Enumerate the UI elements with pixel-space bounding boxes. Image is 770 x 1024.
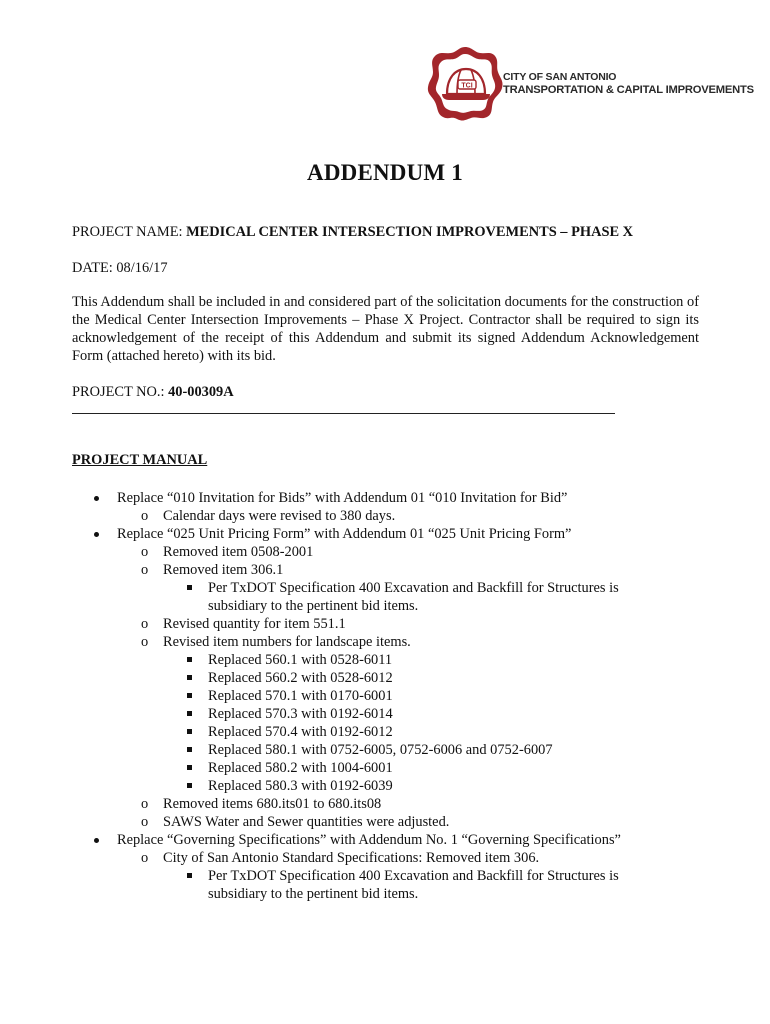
- bullet-circle-icon: o: [141, 508, 149, 524]
- list-item-text: Replaced 560.1 with 0528-6011: [208, 652, 393, 668]
- list-item-text: Revised item numbers for landscape items.: [163, 634, 411, 650]
- list-item-text: Replaced 570.3 with 0192-6014: [208, 706, 393, 722]
- logo-line-2: TRANSPORTATION & CAPITAL IMPROVEMENTS: [503, 84, 754, 96]
- project-number-line: [72, 383, 699, 401]
- intro-paragraph: This Addendum shall be included in and considered part of the solicitation documents for the construction of the Medical Center Intersection Improvements – Phase X Project. Contractor shall be required to sign its acknowledgement of the receipt of this Addendum and submit its signed Addendum Acknowledgement Form (attached hereto) with its bid.: [72, 294, 699, 364]
- list-item-text: Removed item 0508-2001: [163, 544, 314, 560]
- list-item-text: City of San Antonio Standard Specifications: Removed item 306.: [163, 850, 540, 866]
- list-item-text: Removed items 680.its01 to 680.its08: [163, 796, 382, 812]
- bullet-square-icon: [187, 711, 192, 716]
- bullet-square-icon: [187, 585, 192, 590]
- project-number-label: PROJECT NO.:: [72, 384, 169, 400]
- list-item-text: Replace “025 Unit Pricing Form” with Addendum 01 “025 Unit Pricing Form”: [117, 526, 572, 542]
- project-name-line: [72, 223, 699, 241]
- bullet-circle-icon: o: [141, 634, 149, 650]
- bullet-circle-icon: o: [141, 796, 149, 812]
- bullet-dot-icon: [94, 496, 99, 501]
- list-item-text: Replaced 580.2 with 1004-6001: [208, 760, 393, 776]
- hard-hat-seal-icon: [425, 44, 505, 122]
- list-item-text: Replace “010 Invitation for Bids” with Addendum 01 “010 Invitation for Bid”: [117, 490, 568, 506]
- list-item-text: Replaced 580.1 with 0752-6005, 0752-6006 and 0752-6007: [208, 742, 553, 758]
- list-item-text: Removed item 306.1: [163, 562, 284, 578]
- list-item-text: Per TxDOT Specification 400 Excavation and Backfill for Structures is: [208, 868, 619, 884]
- logo-badge-text: TCI: [461, 82, 473, 90]
- bullet-square-icon: [187, 747, 192, 752]
- horizontal-divider: [72, 413, 615, 414]
- bullet-circle-icon: o: [141, 814, 149, 830]
- list-item-text: Replaced 580.3 with 0192-6039: [208, 778, 393, 794]
- list-item-text: Revised quantity for item 551.1: [163, 616, 346, 632]
- project-name-label: PROJECT NAME:: [72, 224, 187, 240]
- list-item-text: Replaced 560.2 with 0528-6012: [208, 670, 393, 686]
- page-title: ADDENDUM 1: [307, 160, 463, 185]
- bullet-dot-icon: [94, 838, 99, 843]
- list-item-text: subsidiary to the pertinent bid items.: [208, 598, 419, 614]
- bullet-circle-icon: o: [141, 562, 149, 578]
- bullet-square-icon: [187, 783, 192, 788]
- list-item-text: subsidiary to the pertinent bid items.: [208, 886, 419, 902]
- project-name-value: MEDICAL CENTER INTERSECTION IMPROVEMENTS – PHASE X: [186, 224, 634, 240]
- bullet-square-icon: [187, 765, 192, 770]
- date-line: DATE: 08/16/17: [72, 260, 168, 276]
- bullet-dot-icon: [94, 532, 99, 537]
- list-item-text: Replace “Governing Specifications” with Addendum No. 1 “Governing Specifications”: [117, 832, 621, 848]
- bullet-circle-icon: o: [141, 850, 149, 866]
- bullet-square-icon: [187, 693, 192, 698]
- bullet-circle-icon: o: [141, 544, 149, 560]
- project-number-value: 40-00309A: [168, 384, 234, 400]
- city-logo: [425, 44, 754, 122]
- list-item-text: SAWS Water and Sewer quantities were adjusted.: [163, 814, 450, 830]
- section-heading: PROJECT MANUAL: [72, 452, 208, 468]
- list-item-text: Replaced 570.1 with 0170-6001: [208, 688, 393, 704]
- bullet-square-icon: [187, 873, 192, 878]
- bullet-circle-icon: o: [141, 616, 149, 632]
- bullet-square-icon: [187, 657, 192, 662]
- list-item-text: Replaced 570.4 with 0192-6012: [208, 724, 393, 740]
- list-item-text: Calendar days were revised to 380 days.: [163, 508, 396, 524]
- logo-line-1: CITY OF SAN ANTONIO: [503, 71, 617, 83]
- list-item-text: Per TxDOT Specification 400 Excavation and Backfill for Structures is: [208, 580, 619, 596]
- bullet-square-icon: [187, 675, 192, 680]
- bullet-square-icon: [187, 729, 192, 734]
